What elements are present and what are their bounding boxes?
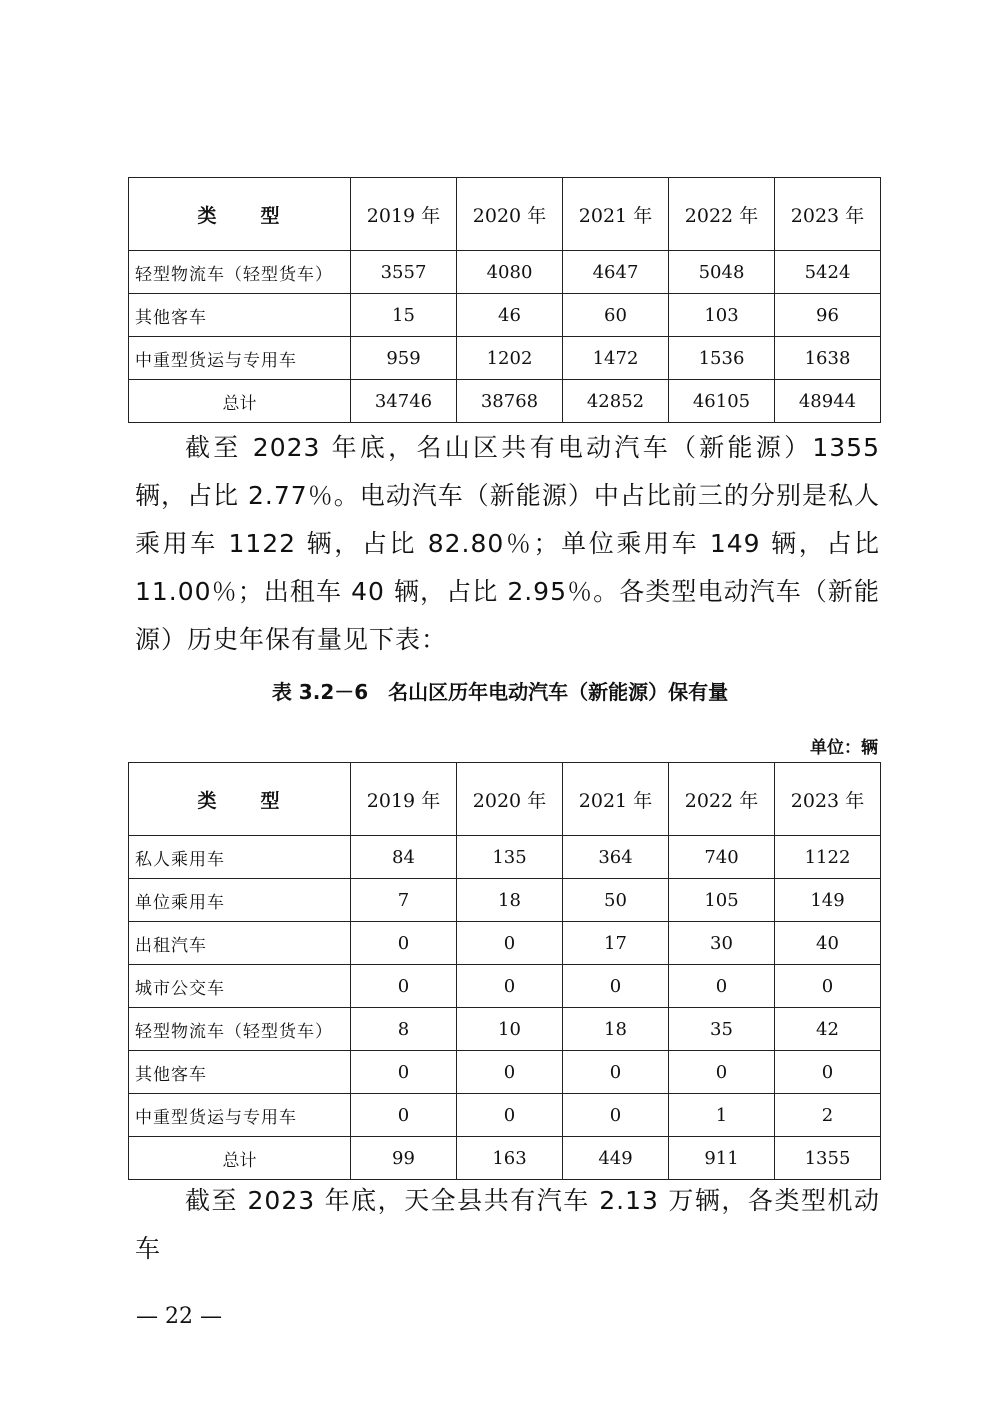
- table-caption: 表 3.2－6 名山区历年电动汽车（新能源）保有量: [271, 680, 729, 704]
- table-cell: 4647: [563, 251, 669, 294]
- table-cell: 99: [351, 1137, 457, 1180]
- table-cell: 2: [775, 1094, 881, 1137]
- table-row: [129, 337, 881, 380]
- row-label: 出租汽车: [129, 922, 351, 965]
- table-cell: 48944: [775, 380, 881, 423]
- column-header: 2021 年: [563, 763, 669, 836]
- body-paragraph: 截至 2023 年底，天全县共有汽车 2.13 万辆，各类型机动车: [135, 1186, 880, 1263]
- table-row: [129, 965, 881, 1008]
- table-cell: 15: [351, 294, 457, 337]
- table-cell: 10: [457, 1008, 563, 1051]
- table-cell: 1: [669, 1094, 775, 1137]
- table-header-row: [129, 178, 881, 251]
- table-cell: 46: [457, 294, 563, 337]
- column-header: 2020 年: [457, 763, 563, 836]
- table-cell: 4080: [457, 251, 563, 294]
- table-row: [129, 251, 881, 294]
- table-cell: 35: [669, 1008, 775, 1051]
- table-cell: 0: [457, 922, 563, 965]
- table-cell: 1638: [775, 337, 881, 380]
- table-cell: 18: [563, 1008, 669, 1051]
- table-cell: 959: [351, 337, 457, 380]
- column-header: 类 型: [129, 763, 351, 836]
- column-header: 2021 年: [563, 178, 669, 251]
- table-cell: 163: [457, 1137, 563, 1180]
- table-cell: 0: [563, 1094, 669, 1137]
- table-cell: 18: [457, 879, 563, 922]
- table-cell: 0: [775, 965, 881, 1008]
- table-cell: 1202: [457, 337, 563, 380]
- table-cell: 449: [563, 1137, 669, 1180]
- column-header: 2019 年: [351, 763, 457, 836]
- table-cell: 0: [351, 1051, 457, 1094]
- table-cell: 96: [775, 294, 881, 337]
- row-label: 轻型物流车（轻型货车）: [129, 1008, 351, 1051]
- column-header: 类 型: [129, 178, 351, 251]
- page-number: — 22 —: [136, 1304, 222, 1329]
- table-row: [129, 294, 881, 337]
- ev-table: [128, 762, 881, 1180]
- table-cell: 7: [351, 879, 457, 922]
- table-cell: 0: [457, 1094, 563, 1137]
- row-label: 中重型货运与专用车: [129, 337, 351, 380]
- vehicle-table-1: [128, 177, 881, 423]
- table-cell: 911: [669, 1137, 775, 1180]
- table-cell: 1122: [775, 836, 881, 879]
- table-cell: 46105: [669, 380, 775, 423]
- table-cell: 0: [775, 1051, 881, 1094]
- table-cell: 740: [669, 836, 775, 879]
- table-cell: 1472: [563, 337, 669, 380]
- table-cell: 0: [351, 922, 457, 965]
- table-cell: 0: [457, 1051, 563, 1094]
- table-cell: 0: [351, 965, 457, 1008]
- table-cell: 0: [457, 965, 563, 1008]
- table-cell: 8: [351, 1008, 457, 1051]
- table-cell: 135: [457, 836, 563, 879]
- table-header-row: [129, 763, 881, 836]
- row-label: 中重型货运与专用车: [129, 1094, 351, 1137]
- table-cell: 5048: [669, 251, 775, 294]
- table-cell: 0: [563, 965, 669, 1008]
- column-header: 2022 年: [669, 178, 775, 251]
- table-row: [129, 1094, 881, 1137]
- row-label: 总计: [129, 380, 351, 423]
- column-header: 2019 年: [351, 178, 457, 251]
- table-cell: 1536: [669, 337, 775, 380]
- row-label: 单位乘用车: [129, 879, 351, 922]
- table-cell: 42: [775, 1008, 881, 1051]
- table-cell: 42852: [563, 380, 669, 423]
- table-total-row: [129, 1137, 881, 1180]
- table-row: [129, 879, 881, 922]
- table-row: [129, 1008, 881, 1051]
- table-cell: 105: [669, 879, 775, 922]
- table-cell: 0: [351, 1094, 457, 1137]
- table-cell: 17: [563, 922, 669, 965]
- row-label: 城市公交车: [129, 965, 351, 1008]
- column-header: 2022 年: [669, 763, 775, 836]
- table-cell: 3557: [351, 251, 457, 294]
- row-label: 轻型物流车（轻型货车）: [129, 251, 351, 294]
- table-cell: 149: [775, 879, 881, 922]
- row-label: 其他客车: [129, 1051, 351, 1094]
- table-cell: 0: [669, 965, 775, 1008]
- row-label: 总计: [129, 1137, 351, 1180]
- table-row: [129, 836, 881, 879]
- table-cell: 30: [669, 922, 775, 965]
- column-header: 2020 年: [457, 178, 563, 251]
- table-cell: 0: [669, 1051, 775, 1094]
- row-label: 其他客车: [129, 294, 351, 337]
- table-cell: 84: [351, 836, 457, 879]
- table-cell: 364: [563, 836, 669, 879]
- table-cell: 50: [563, 879, 669, 922]
- table-cell: 38768: [457, 380, 563, 423]
- table-cell: 103: [669, 294, 775, 337]
- table-cell: 60: [563, 294, 669, 337]
- column-header: 2023 年: [775, 178, 881, 251]
- row-label: 私人乘用车: [129, 836, 351, 879]
- table-total-row: [129, 380, 881, 423]
- table-cell: 5424: [775, 251, 881, 294]
- body-paragraph: 截至 2023 年底，名山区共有电动汽车（新能源）1355 辆，占比 2.77％。电动汽车（新能源）中占比前三的分别是私人乘用车 1122 辆，占比 82.80％；单位乘用车 149 辆，占比 11.00％；出租车 40 辆，占比 2.95％。各类型电动汽车（新能源）历史年保有量见下表：: [135, 433, 880, 654]
- table-row: [129, 922, 881, 965]
- table-row: [129, 1051, 881, 1094]
- table-cell: 40: [775, 922, 881, 965]
- table-cell: 1355: [775, 1137, 881, 1180]
- table-cell: 0: [563, 1051, 669, 1094]
- table-cell: 34746: [351, 380, 457, 423]
- table-unit-label: 单位：辆: [810, 738, 878, 758]
- column-header: 2023 年: [775, 763, 881, 836]
